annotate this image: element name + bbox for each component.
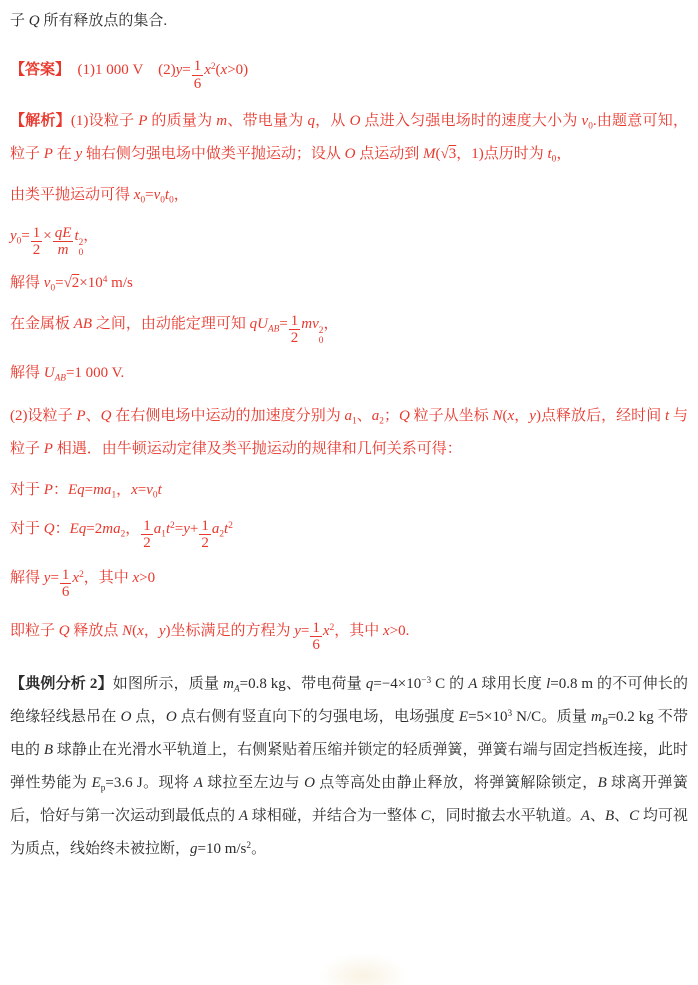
part2-intro: (2)设粒子 P、Q 在右侧电场中运动的加速度分别为 $a_1$、$a_2$；Q 粒子从坐标 N(x，y)点释放后，经时间 t 与粒子 P 相遇．由牛顿运动定律及类平抛运动的规律和几何关系可得： <box>10 408 688 458</box>
projectile-x-equation: 由类平抛运动可得 $x_0=v_0t_0$， <box>10 187 189 206</box>
particle-q-equations: 对于 Q：$Eq=2ma_2$， $\frac{1}{2}$ $a_1t^2=y+$ $\frac{1}{2}$ $a_2t^2$ <box>10 517 233 552</box>
particle-p-equations: 对于 P：$Eq=ma_1$，$x=v_0t$ <box>10 482 162 501</box>
result-uab: 解得 $U_{AB}=1$ 000 V. <box>10 365 125 384</box>
work-energy-line: 在金属板 AB 之间，由动能定理可知 $qU_{AB}=$ $\frac{1}{2}$ mv 2 0 ， <box>10 312 339 347</box>
answer-line: 【答案】 (1)1 000 V (2)y= $\frac{1}{6}$ $x^2(x>0)$ <box>10 58 249 93</box>
opening-line: 子 Q 所有释放点的集合. <box>10 13 168 29</box>
analysis-intro: 【解析】(1)设粒子 P 的质量为 m、带电量为 q，从 O 点进入匀强电场时的速度大小为 $v_0$.由题意可知，粒子 P 在 y 轴右侧匀强电场中做类平抛运动；设从 O 点运动到 M(√3，1)点历时为 $t_0$， <box>10 113 688 165</box>
conclusion-line: 即粒子 Q 释放点 N(x，y)坐标满足的方程为 y= $\frac{1}{6}$ $x^2$，其中 x>0. <box>10 619 410 654</box>
result-v0: 解得 $v_0=√2\times 10^4$ m/s <box>10 274 133 294</box>
example-2-paragraph: 【典例分析 2】如图所示，质量 $m_A=0.8$ kg、带电荷量 $q=-4\times 10^{-3}$ C 的 A 球用长度 l=0.8 m 的不可伸长的绝缘轻线悬吊在 O 点，O 点右侧有竖直向下的匀强电场，电场强度 $E=5\times 10^3$ N/C。质量 $m_B=0.2$ kg 不带电的 B 球静止在光滑水平轨道上，右侧紧贴着压缩并锁定的轻质弹簧，弹簧右端与固定挡板连接，此时弹性势能为 $E_p=3.6$ J。现将 A 球拉至左边与 O 点等高处由静止释放，将弹簧解除锁定，B 球离开弹簧后，恰好与第一次运动到最低点的 A 球相碰，并结合为一整体 C，同时撤去水平轨道。A、B、C 均可视为质点，线始终未被拉断，g=10 $m/s^2$。 <box>10 676 688 858</box>
result-y: 解得 y= $\frac{1}{6}$ $x^2$，其中 x>0 <box>10 566 156 601</box>
projectile-y-equation: $y_0=$ $\frac{1}{2}$ × $\frac{qE}{m}$ t 2 0 ， <box>10 224 99 259</box>
watermark-logo <box>318 953 408 985</box>
